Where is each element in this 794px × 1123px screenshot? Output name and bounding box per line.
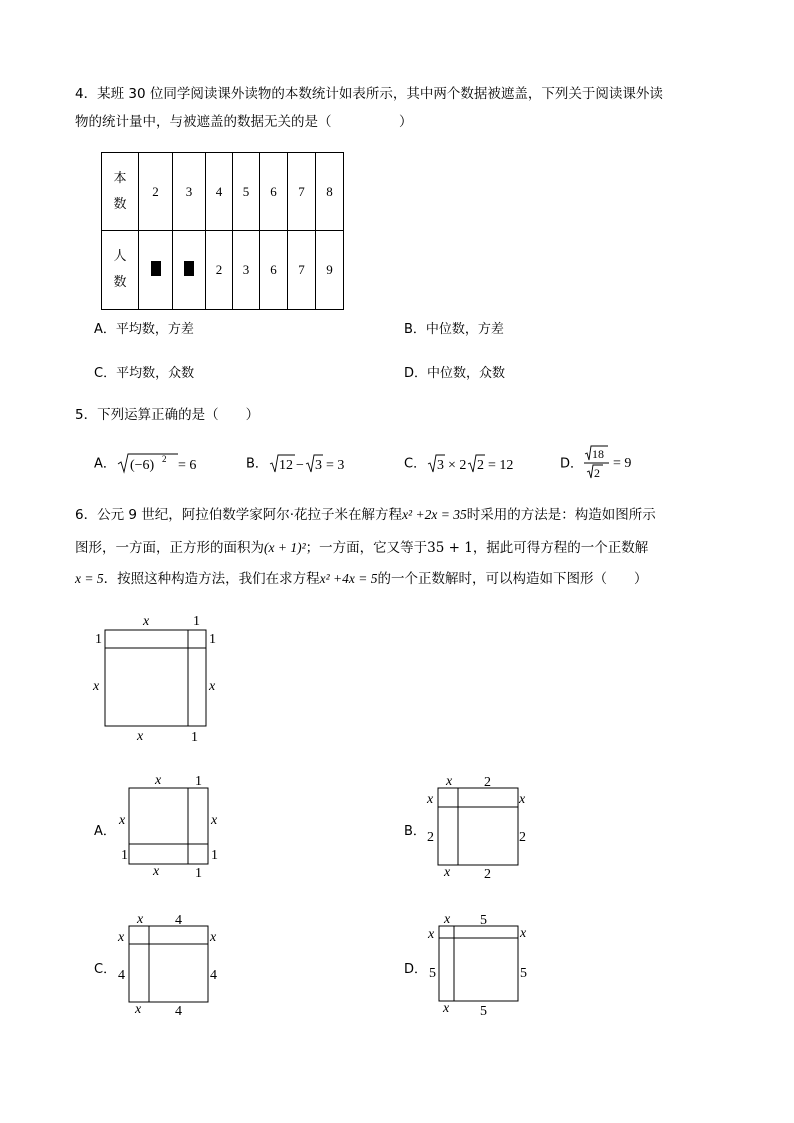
svg-text:x: x xyxy=(519,792,526,807)
svg-text:x: x xyxy=(137,912,144,927)
q6-stem-line3: x = 5．按照这种构造方法，我们在求方程x² +4x = 5的一个正数解时，可以构造如下图形（ ） xyxy=(75,571,648,587)
q6-option-c-figure[interactable] xyxy=(115,910,230,1020)
svg-text:5: 5 xyxy=(480,913,487,928)
q4-stem-line2: 物的统计量中，与被遮盖的数据无关的是（ ） xyxy=(75,114,413,130)
q6-option-a-figure[interactable] xyxy=(115,772,230,882)
q6-option-c-label[interactable]: C． xyxy=(94,962,117,977)
svg-text:× 2: × 2 xyxy=(448,458,467,473)
table-cell: 2 xyxy=(139,153,173,231)
q5-option-d[interactable]: D． 18 2 = 9 xyxy=(560,444,663,480)
svg-text:−: − xyxy=(295,458,304,473)
svg-text:2: 2 xyxy=(484,775,491,790)
svg-text:2: 2 xyxy=(161,454,167,464)
svg-text:x: x xyxy=(93,679,100,694)
table-cell: 7 xyxy=(288,231,316,310)
q4-stem-line1: 4．某班 30 位同学阅读课外读物的本数统计如表所示，其中两个数据被遮盖，下列关于阅读课外读 xyxy=(75,86,663,102)
q5-stem: 5．下列运算正确的是（ ） xyxy=(75,407,260,423)
svg-text:2: 2 xyxy=(519,830,526,845)
q6-stem-line1: 6．公元 9 世纪，阿拉伯数学家阿尔·花拉子米在解方程x² +2x = 35时采用的方法是：构造如图所示 xyxy=(75,507,656,523)
q4-data-table xyxy=(101,152,344,310)
q6-option-b-figure[interactable] xyxy=(424,772,539,882)
svg-text:4: 4 xyxy=(175,1004,182,1019)
q6-reference-figure xyxy=(85,610,230,750)
svg-text:3: 3 xyxy=(437,458,445,473)
svg-text:4: 4 xyxy=(118,968,125,983)
svg-text:x: x xyxy=(427,792,434,807)
table-cell: 5 xyxy=(233,153,260,231)
svg-text:5: 5 xyxy=(480,1004,487,1019)
q5-option-b[interactable]: B． 12 − 3 = 3 xyxy=(246,452,368,476)
svg-text:x: x xyxy=(211,813,218,828)
svg-text:= 6: = 6 xyxy=(177,458,197,473)
svg-text:2: 2 xyxy=(594,466,601,480)
svg-text:2: 2 xyxy=(427,830,434,845)
table-cell: 3 xyxy=(173,153,206,231)
svg-text:x: x xyxy=(118,930,125,945)
svg-text:x: x xyxy=(210,930,217,945)
table-cell: 4 xyxy=(206,153,233,231)
svg-text:1: 1 xyxy=(193,614,200,629)
svg-text:2: 2 xyxy=(477,458,485,473)
table-cell: 9 xyxy=(316,231,344,310)
q6-stem-line2: 图形，一方面，正方形的面积为(x + 1)²；一方面，它又等于35 + 1，据此可得方程的一个正数解 xyxy=(75,540,649,556)
svg-text:x: x xyxy=(137,729,144,744)
q6-sum: 35 + 1 xyxy=(427,540,473,556)
q5-b-expr xyxy=(268,452,368,476)
svg-text:5: 5 xyxy=(520,966,527,981)
svg-text:x: x xyxy=(444,865,451,880)
table-cell: 2 xyxy=(206,231,233,310)
svg-text:x: x xyxy=(209,679,216,694)
svg-text:5: 5 xyxy=(429,966,436,981)
q5-c-expr xyxy=(426,452,536,476)
q6-eq2: x² +4x = 5 xyxy=(319,571,378,586)
svg-text:12: 12 xyxy=(278,458,293,473)
svg-text:x: x xyxy=(135,1002,142,1017)
q5-a-expr xyxy=(116,452,211,476)
table-cell: 6 xyxy=(260,153,288,231)
q6-option-d-label[interactable]: D． xyxy=(404,962,428,977)
table-cell-masked xyxy=(139,231,173,310)
svg-text:= 9: = 9 xyxy=(613,456,632,471)
q6-area: (x + 1)² xyxy=(264,540,306,555)
svg-text:1: 1 xyxy=(195,866,202,881)
q5-option-c[interactable]: C． 3 × 2 2 = 12 xyxy=(404,452,536,476)
table-row-head-people: 人 数 xyxy=(102,231,139,310)
svg-text:1: 1 xyxy=(121,848,128,863)
svg-text:x: x xyxy=(155,773,162,788)
table-cell: 3 xyxy=(233,231,260,310)
svg-text:x: x xyxy=(446,774,453,789)
svg-text:= 12: = 12 xyxy=(488,458,514,473)
svg-text:1: 1 xyxy=(191,730,198,745)
svg-text:1: 1 xyxy=(195,774,202,789)
q6-sol: x = 5 xyxy=(75,571,104,586)
table-cell: 8 xyxy=(316,153,344,231)
q6-option-a-label[interactable]: A． xyxy=(94,824,116,839)
q4-option-c[interactable]: C．平均数，众数 xyxy=(94,366,195,381)
q6-option-d-figure[interactable] xyxy=(414,910,539,1020)
table-cell: 7 xyxy=(288,153,316,231)
q5-option-a[interactable]: A． (−6) 2 = 6 xyxy=(94,452,211,476)
q6-option-b-label[interactable]: B． xyxy=(404,824,426,839)
table-cell: 6 xyxy=(260,231,288,310)
svg-text:2: 2 xyxy=(484,867,491,882)
svg-text:x: x xyxy=(143,614,150,629)
svg-text:4: 4 xyxy=(175,913,182,928)
q4-option-a[interactable]: A．平均数，方差 xyxy=(94,322,194,337)
svg-text:1: 1 xyxy=(211,848,218,863)
svg-text:x: x xyxy=(444,912,451,927)
q4-option-d[interactable]: D．中位数，众数 xyxy=(404,366,506,381)
svg-text:x: x xyxy=(520,926,527,941)
q5-d-expr xyxy=(583,444,663,480)
masked-block xyxy=(151,261,161,276)
svg-text:18: 18 xyxy=(592,447,605,461)
svg-text:x: x xyxy=(428,927,435,942)
svg-text:x: x xyxy=(153,864,160,879)
table-cell-masked xyxy=(173,231,206,310)
q6-eq1: x² +2x = 35 xyxy=(402,507,467,522)
svg-text:(−6): (−6) xyxy=(129,458,155,473)
q4-option-b[interactable]: B．中位数，方差 xyxy=(404,322,504,337)
svg-text:1: 1 xyxy=(95,632,102,647)
table-row-head-books: 本 数 xyxy=(102,153,139,231)
svg-text:3: 3 xyxy=(314,458,322,473)
svg-text:1: 1 xyxy=(209,632,216,647)
svg-text:x: x xyxy=(119,813,126,828)
svg-text:4: 4 xyxy=(210,968,217,983)
masked-block xyxy=(184,261,194,276)
svg-text:= 3: = 3 xyxy=(325,458,345,473)
svg-text:x: x xyxy=(443,1001,450,1016)
